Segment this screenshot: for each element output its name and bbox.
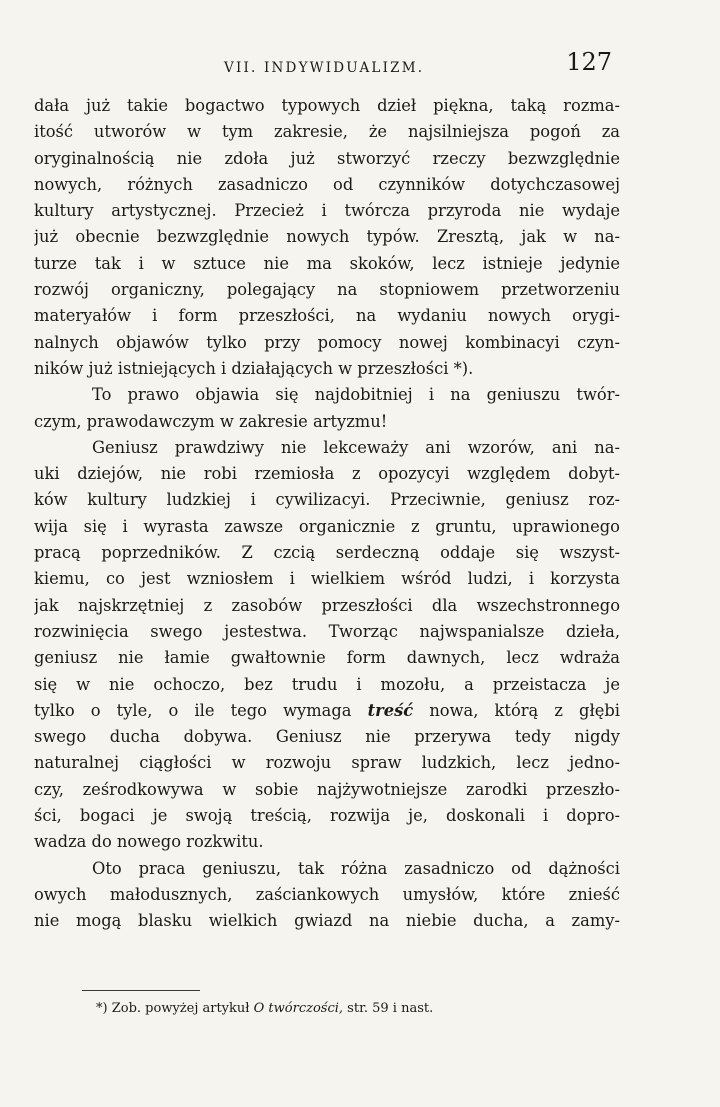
text-line: uki dziejów, nie robi rzemiosła z opozycyi względem dobyt- (34, 464, 620, 484)
line-segment: tylko o tyle, o ile tego wymaga (34, 700, 352, 720)
paragraph-start-line: Oto praca geniuszu, tak różna zasadniczo od dążności (92, 858, 620, 878)
chapter-title: VII. INDYWIDUALIZM. (224, 60, 425, 76)
text-line: nalnych objawów tylko przy pomocy nowej kombinacyi czyn- (34, 332, 620, 352)
text-line: już obecnie bezwzględnie nowych typów. Zresztą, jak w na- (34, 227, 620, 247)
text-line-with-emphasis (34, 698, 620, 724)
body-text (34, 93, 620, 935)
footnote-text: Zob. powyżej artykuł (111, 1001, 250, 1016)
footnote-marker: *) (96, 1001, 108, 1016)
text-line: pracą poprzedników. Z czcią serdeczną oddaje się wszyst- (34, 543, 620, 563)
text-line: ków kultury ludzkiej i cywilizacyi. Przeciwnie, geniusz roz- (34, 490, 620, 510)
text-line: się w nie ochoczo, bez trudu i mozołu, a przeistacza je (34, 674, 620, 694)
text-line: turze tak i w sztuce nie ma skoków, lecz istnieje jedynie (34, 253, 620, 273)
running-head (0, 48, 720, 82)
text-line: ników już istniejących i działających w przeszłości *). (34, 358, 474, 378)
text-line: itość utworów w tym zakresie, że najsilniejsza pogoń za (34, 122, 620, 142)
text-line: nowych, różnych zasadniczo od czynników dotychczasowej (34, 174, 620, 194)
emphasized-word: treść (367, 700, 414, 720)
text-line: nie mogą blasku wielkich gwiazd na niebie ducha, a zamy- (34, 911, 620, 931)
text-line: geniusz nie łamie gwałtownie form dawnych, lecz wdraża (34, 648, 620, 668)
paragraph-start-line: Geniusz prawdziwy nie lekceważy ani wzorów, ani na- (92, 437, 620, 457)
text-line: jak najskrzętniej z zasobów przeszłości dla wszechstronnego (34, 595, 620, 615)
line-segment: nowa, którą z głębi (429, 700, 620, 720)
footnote-reference: str. 59 i nast. (347, 1001, 434, 1016)
text-line: swego ducha dobywa. Geniusz nie przerywa tedy nigdy (34, 727, 620, 747)
text-line: czym, prawodawczym w zakresie artyzmu! (34, 411, 388, 431)
text-line: naturalnej ciągłości w rozwoju spraw ludzkich, lecz jedno- (34, 753, 620, 773)
text-line: rozwój organiczny, polegający na stopniowem przetworzeniu (34, 280, 620, 300)
text-line: kiemu, co jest wzniosłem i wielkiem wśród ludzi, i korzysta (34, 569, 620, 589)
text-line: ści, bogaci je swoją treścią, rozwija je, doskonali i dopro- (34, 806, 620, 826)
text-line: owych małodusznych, zaściankowych umysłów, które znieść (34, 884, 620, 904)
page-number: 127 (566, 48, 612, 76)
footnote-rule (82, 990, 200, 991)
text-line: materyałów i form przeszłości, na wydaniu nowych orygi- (34, 306, 620, 326)
text-line: kultury artystycznej. Przecież i twórcza przyroda nie wydaje (34, 201, 620, 221)
text-line: rozwinięcia swego jestestwa. Tworząc najwspanialsze dzieła, (34, 621, 620, 641)
text-line: wija się i wyrasta zawsze organicznie z gruntu, uprawionego (34, 516, 620, 536)
text-line: dała już takie bogactwo typowych dzieł piękna, taką rozma- (34, 96, 620, 115)
footnote-title: O twórczości, (253, 1001, 344, 1016)
footnote (96, 999, 433, 1019)
paragraph-start-line: To prawo objawia się najdobitniej i na geniuszu twór- (92, 385, 620, 405)
text-line: wadza do nowego rozkwitu. (34, 832, 264, 852)
text-line: czy, ześrodkowywa w sobie najżywotniejsze zarodki przeszło- (34, 779, 620, 799)
text-line: oryginalnością nie zdoła już stworzyć rzeczy bezwzględnie (34, 148, 620, 168)
